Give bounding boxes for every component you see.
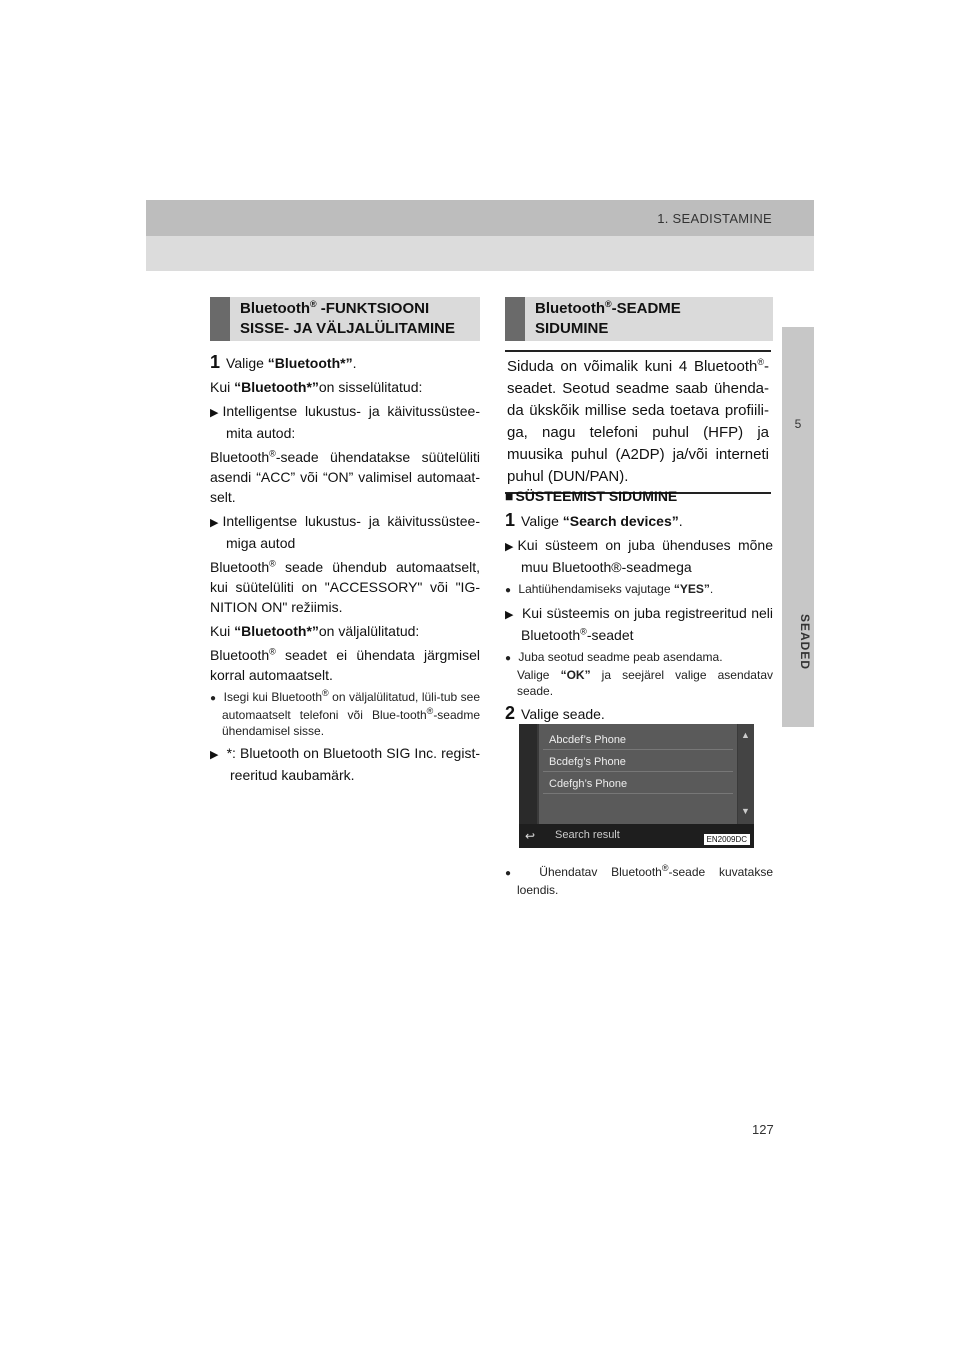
right-column: [505, 486, 773, 728]
off-condition: Kui “Bluetooth*”on väljalülitatud:: [210, 623, 420, 639]
scroll-up-icon: ▲: [741, 730, 750, 740]
scroll-down-icon: ▼: [741, 806, 750, 816]
chapter-number: 5: [794, 417, 802, 431]
sub-heading: ■ SÜSTEEMIST SIDUMINE: [505, 486, 773, 506]
side-tab: [782, 327, 814, 727]
right-section-heading: [505, 297, 773, 341]
note: ● Lahtiühendamiseks vajutage “YES”.: [505, 581, 773, 599]
right-column-bottom: [505, 864, 773, 902]
note: ● Ühendatav Bluetooth®-seade kuvatakse loendis.: [505, 864, 773, 898]
device-list: [539, 724, 737, 824]
step-2: 2 Valige seade.: [505, 703, 605, 723]
note: ● Isegi kui Bluetooth® on väljalülitatud, lüli-tub see automaatselt telefoni või Blue-tooth®-seadme ühendamisel sisse.: [210, 689, 480, 739]
heading-text: Bluetooth®-SEADME SIDUMINE: [535, 299, 681, 337]
paragraph: Bluetooth® seade ühendub automaatselt, kui süütelüliti on "ACCESSORY" või "IG-NITION ON" režiimis.: [210, 558, 480, 615]
tri-item: ▶ Kui süsteem on juba ühenduses mõne muu Bluetooth®-seadmega: [505, 535, 773, 577]
tri-item: ▶ Kui süsteemis on juba registreeritud neli Bluetooth®-seadet: [505, 603, 773, 645]
note: ● Juba seotud seadme peab asendama. Valige “OK” ja seejärel valige asendatav seade.: [505, 649, 773, 699]
screen-title: Search result: [555, 829, 620, 841]
on-condition: Kui “Bluetooth*”on sisselülitatud:: [210, 379, 423, 395]
chapter-label: SEADED: [798, 613, 812, 670]
intro-box: Siduda on võimalik kuni 4 Bluetooth®-seadet. Seotud seadme saab ühenda-da ükskõik millise seda toetava profiili-ga, nagu telefoni puhul (HFP) ja muusika puhul (A2DP) ja/või interneti puhul (DUN/PAN).: [505, 350, 771, 494]
paragraph: Bluetooth® seadet ei ühendata järgmisel korral automaatselt.: [210, 646, 480, 683]
step-1: 1 Valige “Bluetooth*”.: [210, 352, 357, 372]
left-section-heading: [210, 297, 480, 341]
device-row: Bcdefg’s Phone: [543, 752, 733, 772]
tri-item: ▶ Intelligentse lukustus- ja käivitussüstee-mita autod:: [210, 401, 480, 443]
chapter-title: 1. SEADISTAMINE: [657, 211, 772, 226]
page-number: 127: [752, 1122, 774, 1137]
left-column: [210, 352, 480, 789]
device-row: Cdefgh’s Phone: [543, 774, 733, 794]
heading-bar: [210, 297, 230, 341]
screen-left-strip: [519, 724, 537, 824]
heading-text: Bluetooth® -FUNKTSIOONI SISSE- JA VÄLJALÜLITAMINE: [240, 299, 456, 337]
header-top-strip: [146, 200, 814, 236]
back-arrow-icon: ↩: [525, 829, 536, 843]
screen-scrollbar: [738, 724, 754, 824]
device-row: Abcdef’s Phone: [543, 730, 733, 750]
header-band: [146, 200, 814, 271]
paragraph: Bluetooth®-seade ühendatakse süütelüliti asendi “ACC” või “ON” valimisel automaat-selt.: [210, 448, 480, 505]
footnote: ▶ *: Bluetooth on Bluetooth SIG Inc. regist-reeritud kaubamärk.: [210, 743, 480, 785]
image-code: EN2009DC: [704, 834, 750, 845]
device-list-screenshot: [519, 724, 754, 848]
heading-bar: [505, 297, 525, 341]
step-1: 1 Valige “Search devices”.: [505, 510, 683, 530]
tri-item: ▶ Intelligentse lukustus- ja käivitussüstee-miga autod: [210, 511, 480, 553]
